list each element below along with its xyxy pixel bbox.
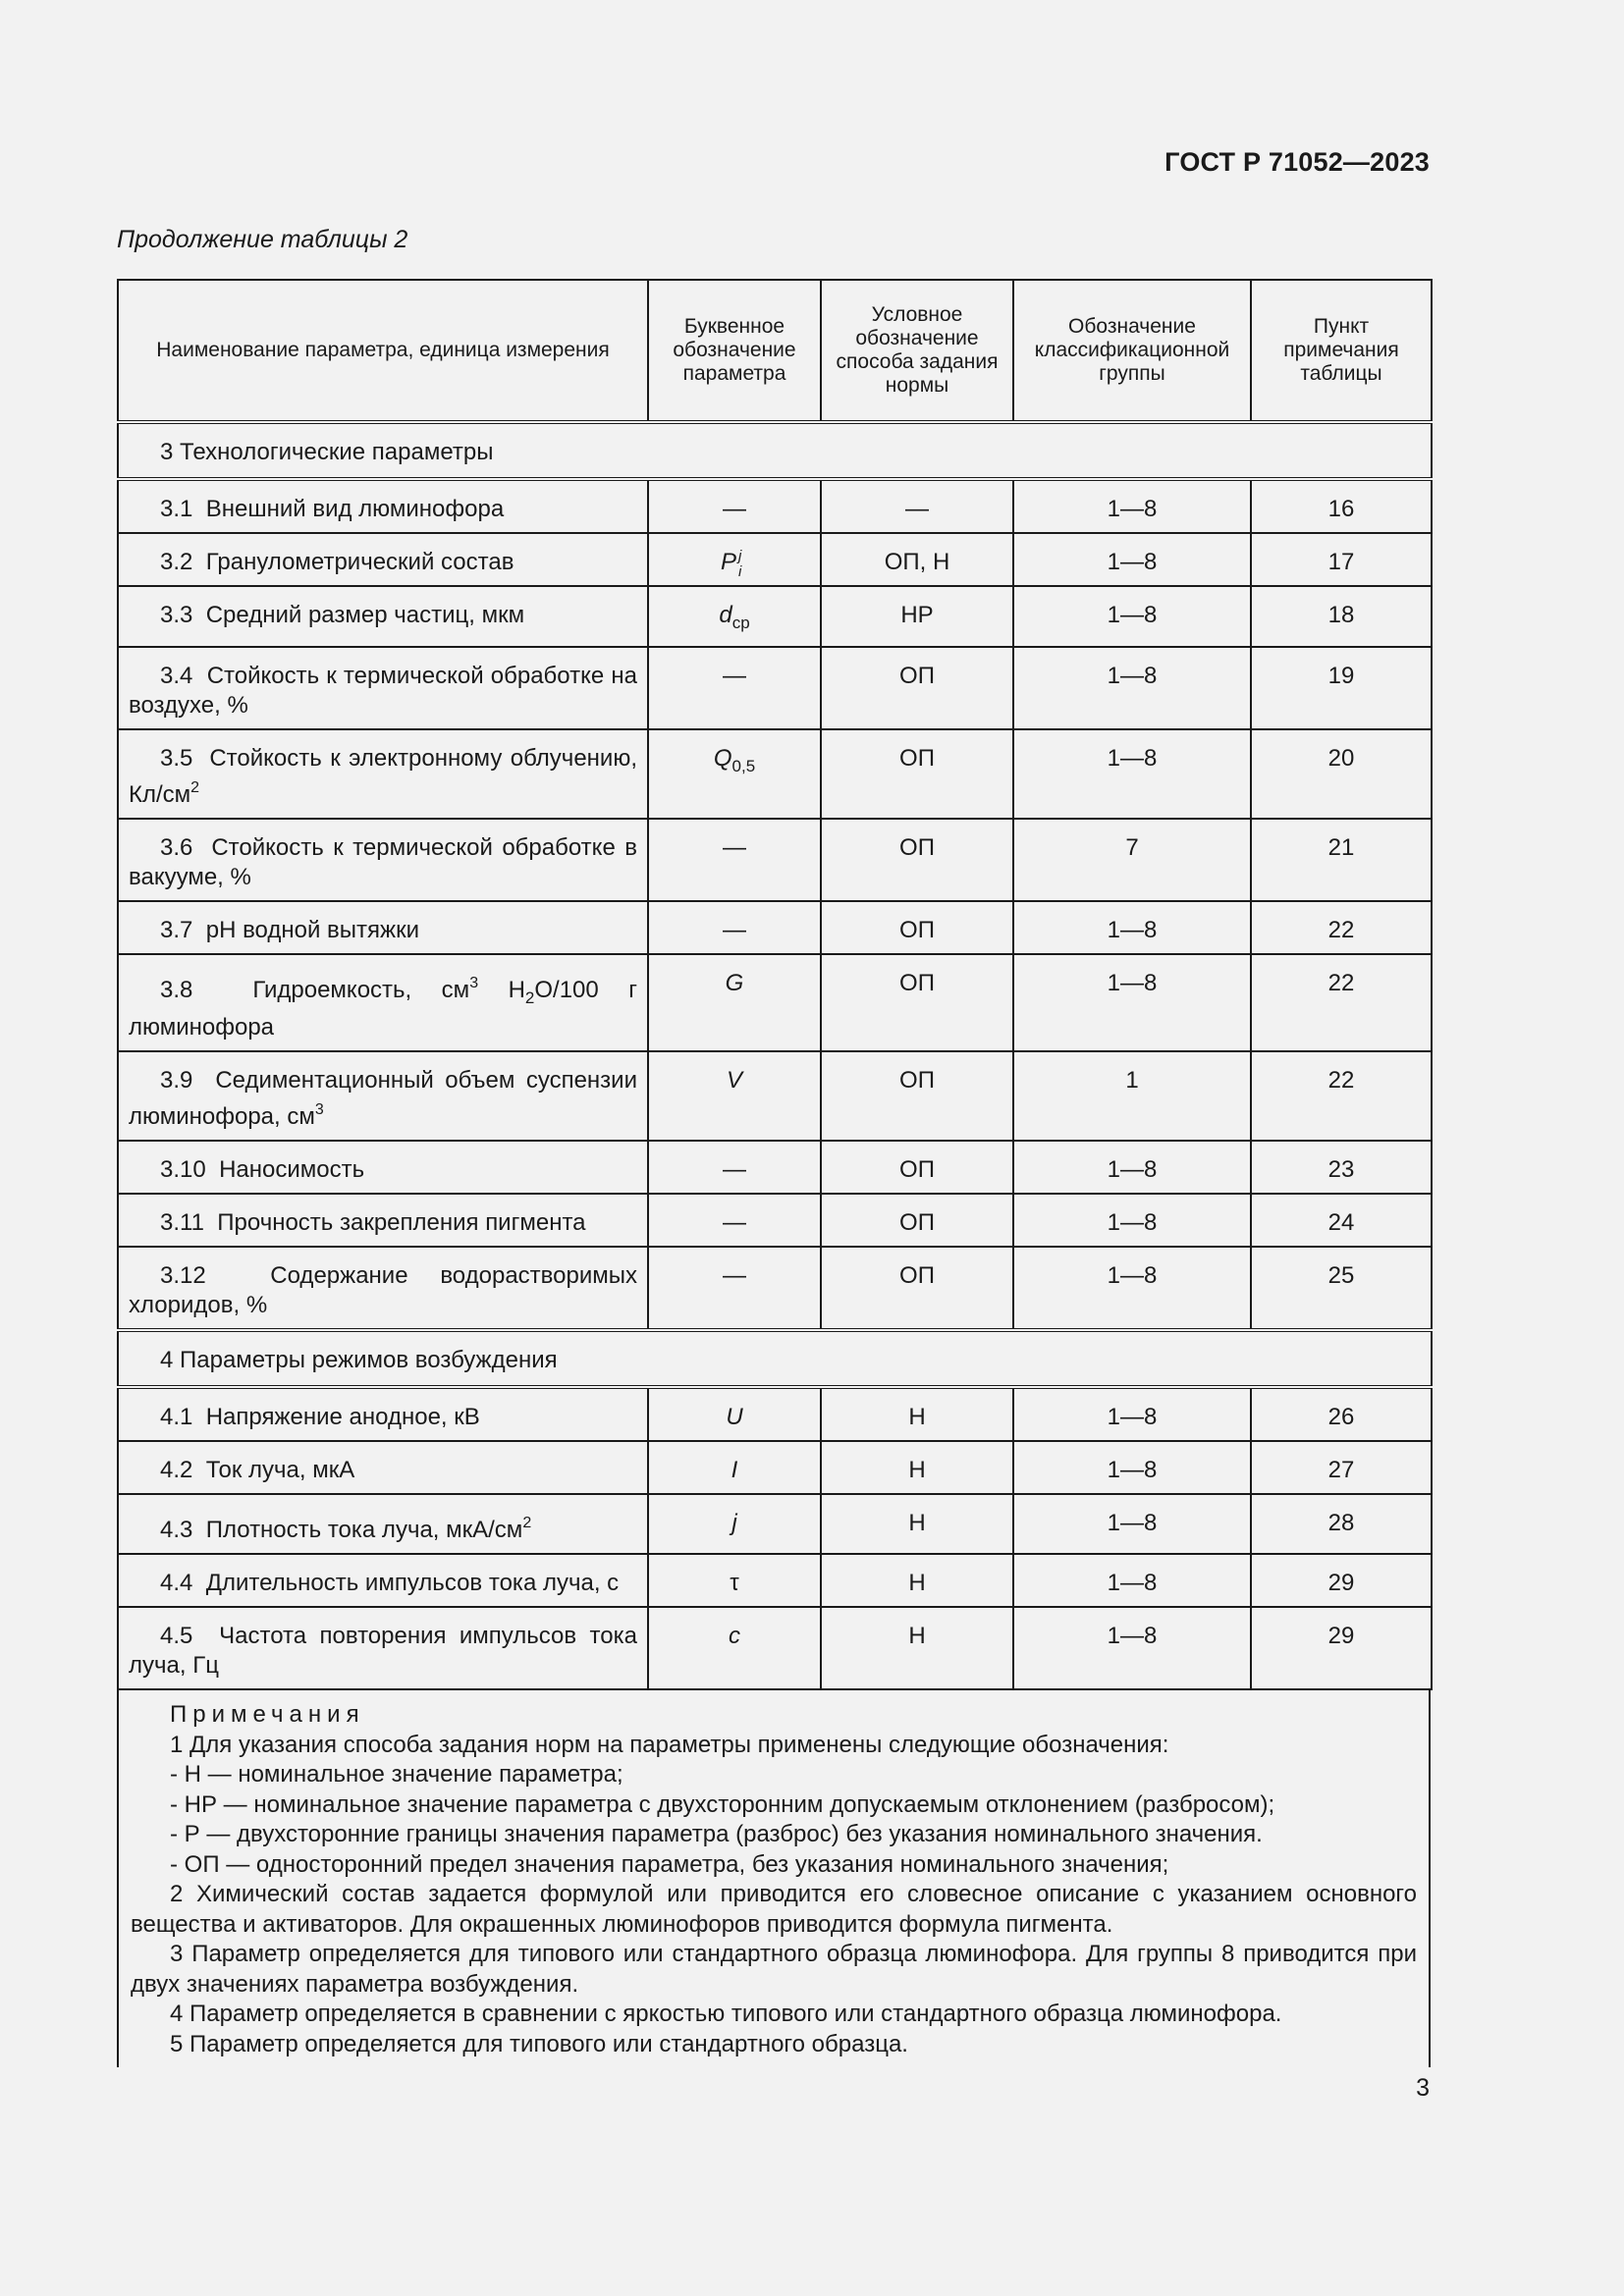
row-norm-method: Н — [821, 1441, 1013, 1494]
row-number: 3.9 — [160, 1067, 193, 1094]
row-number: 3.6 — [160, 834, 193, 861]
row-norm-method: ОП — [821, 1194, 1013, 1247]
row-number: 4.1 — [160, 1404, 193, 1430]
row-name: Стойкость к термической обработке на воздухе, % — [129, 663, 637, 719]
row-name: Длительность импульсов тока луча, с — [205, 1570, 620, 1596]
note-3: 3 Параметр определяется для типового или стандартного образца люминофора. Для группы 8 приводится при двух значениях параметра возбуждения. — [131, 1941, 1417, 1998]
row-symbol: G — [648, 954, 821, 1051]
row-symbol: c — [648, 1607, 821, 1689]
table-header — [118, 280, 1432, 422]
row-class-group: 1—8 — [1013, 1441, 1251, 1494]
table-row — [118, 1247, 1432, 1330]
row-norm-method: Н — [821, 1607, 1013, 1689]
row-number: 3.7 — [160, 917, 193, 943]
row-class-group: 1—8 — [1013, 1554, 1251, 1607]
row-name-part-c: O/100 г люминофора — [129, 977, 637, 1041]
row-norm-method: ОП — [821, 901, 1013, 954]
row-name-cell — [118, 1441, 648, 1494]
row-name-part-a: Гидроемкость, см — [252, 977, 470, 1003]
row-name: Средний размер частиц, мкм — [205, 602, 525, 628]
table-row — [118, 901, 1432, 954]
parameters-table-container — [117, 279, 1431, 2067]
row-name: pH водной вытяжки — [205, 917, 419, 943]
row-norm-method: НР — [821, 586, 1013, 647]
row-number: 3.5 — [160, 745, 193, 772]
table-row — [118, 533, 1432, 586]
row-number: 3.12 — [160, 1262, 206, 1289]
row-norm-method: ОП — [821, 1051, 1013, 1141]
row-class-group: 1—8 — [1013, 533, 1251, 586]
row-class-group: 1—8 — [1013, 901, 1251, 954]
row-number: 3.2 — [160, 549, 193, 575]
row-name: Стойкость к электронному облучению, Кл/см — [129, 745, 637, 808]
row-symbol: τ — [648, 1554, 821, 1607]
row-symbol: I — [648, 1441, 821, 1494]
symbol-subscript: i — [738, 563, 742, 580]
row-symbol: — — [648, 479, 821, 533]
row-class-group: 1—8 — [1013, 647, 1251, 729]
table-row — [118, 729, 1432, 819]
note-1-item-r: - Р — двухсторонние границы значения параметра (разброс) без указания номинального значения. — [170, 1821, 1263, 1847]
row-note-item: 22 — [1251, 1051, 1432, 1141]
row-name: Седиментационный объем суспензии люминофора, см — [129, 1067, 637, 1130]
section-row-technological — [118, 422, 1432, 479]
row-name-cell — [118, 1554, 648, 1607]
row-name: Содержание водорастворимых хлоридов, % — [129, 1262, 637, 1318]
row-note-item: 17 — [1251, 533, 1432, 586]
row-class-group: 7 — [1013, 819, 1251, 901]
row-norm-method: Н — [821, 1387, 1013, 1441]
row-name-part-b: H — [478, 977, 525, 1003]
row-norm-method: ОП — [821, 819, 1013, 901]
row-name-cell — [118, 533, 648, 586]
table-notes — [117, 1690, 1431, 2067]
note-1-item-n: - Н — номинальное значение параметра; — [170, 1761, 623, 1788]
row-number: 4.5 — [160, 1623, 193, 1649]
row-note-item: 24 — [1251, 1194, 1432, 1247]
column-header-symbol: Буквенное обозначение параметра — [648, 280, 821, 422]
note-1-item-nr: - НР — номинальное значение параметра с двухсторонним допускаемым отклонением (разбросом); — [170, 1790, 1275, 1818]
parameters-table — [117, 279, 1433, 1690]
column-header-name: Наименование параметра, единица измерения — [118, 280, 648, 422]
table-row — [118, 1051, 1432, 1141]
table-row — [118, 1194, 1432, 1247]
symbol-base: d — [719, 602, 732, 628]
row-note-item: 29 — [1251, 1554, 1432, 1607]
unit-superscript: 2 — [522, 1515, 532, 1531]
row-class-group: 1—8 — [1013, 479, 1251, 533]
row-number: 3.11 — [160, 1209, 204, 1236]
row-symbol: — — [648, 1194, 821, 1247]
row-name-cell — [118, 1494, 648, 1554]
table-row — [118, 954, 1432, 1051]
row-name: Наносимость — [219, 1156, 365, 1183]
row-norm-method: ОП — [821, 1247, 1013, 1330]
row-name: Частота повторения импульсов тока луча, Гц — [129, 1623, 637, 1679]
row-note-item: 28 — [1251, 1494, 1432, 1554]
note-5: 5 Параметр определяется для типового или стандартного образца. — [170, 2030, 908, 2057]
row-class-group: 1—8 — [1013, 586, 1251, 647]
row-norm-method: Н — [821, 1494, 1013, 1554]
row-note-item: 22 — [1251, 901, 1432, 954]
row-note-item: 27 — [1251, 1441, 1432, 1494]
table-row — [118, 1387, 1432, 1441]
row-name-cell — [118, 901, 648, 954]
table-body — [118, 422, 1432, 1689]
row-class-group: 1—8 — [1013, 1247, 1251, 1330]
row-class-group: 1—8 — [1013, 1194, 1251, 1247]
symbol-superscript: j — [738, 548, 742, 564]
row-symbol: j — [648, 1494, 821, 1554]
row-name-cell — [118, 1247, 648, 1330]
document-header-standard-id: ГОСТ Р 71052—2023 — [1164, 147, 1430, 177]
row-number: 3.3 — [160, 602, 193, 628]
section-title: 3 Технологические параметры — [160, 439, 494, 465]
row-name-cell — [118, 647, 648, 729]
row-symbol — [648, 729, 821, 819]
row-name: Напряжение анодное, кВ — [205, 1404, 480, 1430]
row-name-cell — [118, 1387, 648, 1441]
row-norm-method: ОП — [821, 729, 1013, 819]
row-class-group: 1—8 — [1013, 1607, 1251, 1689]
row-name: Стойкость к термической обработке в вакууме, % — [129, 834, 637, 890]
symbol-base: P — [720, 549, 736, 575]
row-norm-method: ОП — [821, 954, 1013, 1051]
unit-superscript: 3 — [469, 975, 479, 991]
row-note-item: 18 — [1251, 586, 1432, 647]
row-name-cell — [118, 1141, 648, 1194]
section-row-excitation-modes — [118, 1330, 1432, 1387]
row-symbol: — — [648, 819, 821, 901]
row-name-cell — [118, 954, 648, 1051]
row-norm-method: ОП — [821, 647, 1013, 729]
row-symbol: — — [648, 901, 821, 954]
row-symbol: V — [648, 1051, 821, 1141]
row-norm-method: ОП, Н — [821, 533, 1013, 586]
row-note-item: 23 — [1251, 1141, 1432, 1194]
row-note-item: 22 — [1251, 954, 1432, 1051]
row-class-group: 1—8 — [1013, 1141, 1251, 1194]
column-header-norm-method: Условное обозначение способа задания нормы — [821, 280, 1013, 422]
column-header-class-group: Обозначение классификационной группы — [1013, 280, 1251, 422]
section-title: 4 Параметры режимов возбуждения — [160, 1347, 558, 1373]
row-note-item: 26 — [1251, 1387, 1432, 1441]
row-name: Гранулометрический состав — [205, 549, 514, 575]
row-note-item: 25 — [1251, 1247, 1432, 1330]
notes-title: Примечания — [170, 1701, 365, 1728]
table-row — [118, 1141, 1432, 1194]
row-number: 4.2 — [160, 1457, 193, 1483]
row-symbol — [648, 586, 821, 647]
row-name-cell — [118, 819, 648, 901]
unit-superscript: 3 — [314, 1101, 324, 1118]
table-row — [118, 647, 1432, 729]
row-class-group: 1 — [1013, 1051, 1251, 1141]
row-name: Внешний вид люминофора — [205, 496, 505, 522]
column-header-note-item: Пункт примечания таблицы — [1251, 280, 1432, 422]
row-note-item: 21 — [1251, 819, 1432, 901]
row-note-item: 16 — [1251, 479, 1432, 533]
row-symbol: — — [648, 647, 821, 729]
table-row — [118, 1607, 1432, 1689]
row-name: Плотность тока луча, мкА/см — [205, 1517, 523, 1543]
row-number: 4.3 — [160, 1517, 193, 1543]
row-name-cell — [118, 1607, 648, 1689]
row-name-cell — [118, 729, 648, 819]
row-note-item: 29 — [1251, 1607, 1432, 1689]
row-number: 3.10 — [160, 1156, 206, 1183]
row-number: 3.1 — [160, 496, 193, 522]
row-name-cell — [118, 479, 648, 533]
row-norm-method: Н — [821, 1554, 1013, 1607]
row-number: 3.8 — [160, 977, 193, 1003]
row-class-group: 1—8 — [1013, 1387, 1251, 1441]
row-symbol: — — [648, 1247, 821, 1330]
unit-superscript: 2 — [190, 779, 200, 796]
row-class-group: 1—8 — [1013, 729, 1251, 819]
row-name-cell — [118, 1051, 648, 1141]
row-symbol: U — [648, 1387, 821, 1441]
note-1: 1 Для указания способа задания норм на параметры применены следующие обозначения: — [170, 1731, 1169, 1758]
table-row — [118, 479, 1432, 533]
symbol-subscript: 0,5 — [731, 757, 756, 775]
row-note-item: 20 — [1251, 729, 1432, 819]
table-row — [118, 1494, 1432, 1554]
row-norm-method: — — [821, 479, 1013, 533]
row-symbol: — — [648, 1141, 821, 1194]
symbol-base: Q — [713, 745, 732, 772]
row-note-item: 19 — [1251, 647, 1432, 729]
symbol-subscript: ср — [731, 614, 750, 632]
note-1-item-op: - ОП — односторонний предел значения параметра, без указания номинального значения; — [170, 1850, 1169, 1878]
row-symbol — [648, 533, 821, 586]
row-number: 4.4 — [160, 1570, 193, 1596]
row-name-cell — [118, 1194, 648, 1247]
table-row — [118, 586, 1432, 647]
formula-subscript: 2 — [524, 988, 535, 1007]
table-row — [118, 819, 1432, 901]
row-class-group: 1—8 — [1013, 1494, 1251, 1554]
page-number: 3 — [1416, 2074, 1430, 2102]
row-name-cell — [118, 586, 648, 647]
symbol-indices — [736, 548, 748, 580]
table-caption: Продолжение таблицы 2 — [117, 226, 408, 253]
table-row — [118, 1441, 1432, 1494]
row-number: 3.4 — [160, 663, 193, 689]
row-norm-method: ОП — [821, 1141, 1013, 1194]
row-class-group: 1—8 — [1013, 954, 1251, 1051]
table-row — [118, 1554, 1432, 1607]
note-2: 2 Химический состав задается формулой или приводится его словесное описание с указанием основного вещества и активаторов. Для окрашенных люминофоров приводится формула пигмента. — [131, 1881, 1417, 1938]
row-name: Прочность закрепления пигмента — [217, 1209, 586, 1236]
row-name: Ток луча, мкА — [205, 1457, 355, 1483]
note-4: 4 Параметр определяется в сравнении с яркостью типового или стандартного образца люминофора. — [170, 2001, 1282, 2027]
